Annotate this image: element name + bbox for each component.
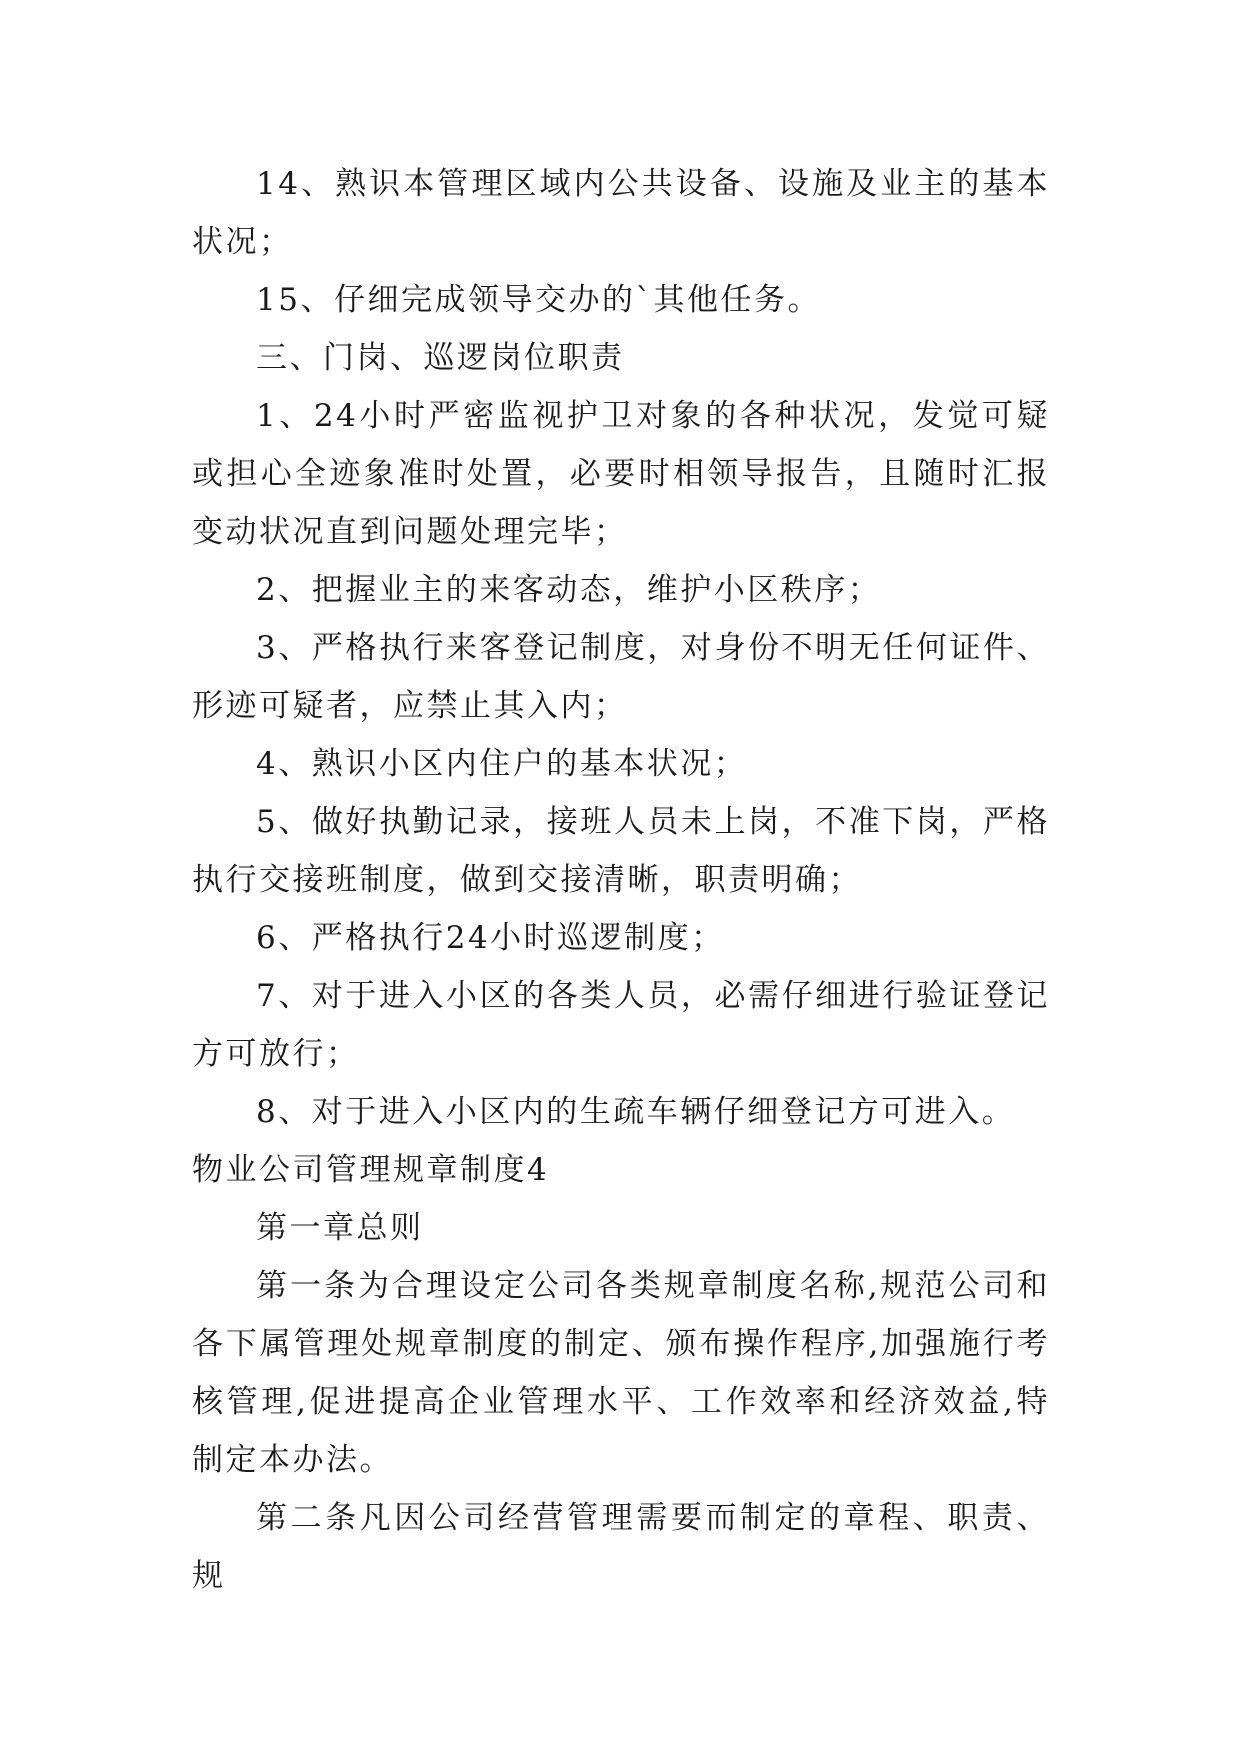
paragraph-item-5: 5、做好执勤记录，接班人员未上岗，不准下岗，严格执行交接班制度，做到交接清晰，职责明确； bbox=[192, 804, 1050, 898]
paragraph-item-7: 7、对于进入小区的各类人员，必需仔细进行验证登记方可放行； bbox=[192, 978, 1050, 1072]
paragraph-item-4: 4、熟识小区内住户的基本状况； bbox=[256, 746, 748, 782]
article-1: 第一条为合理设定公司各类规章制度名称,规范公司和各下属管理处规章制度的制定、颁布操作程序,加强施行考核管理,促进提高企业管理水平、工作效率和经济效益,特制定本办法。 bbox=[192, 1268, 1050, 1478]
paragraph-item-1: 1、24小时严密监视护卫对象的各种状况，发觉可疑或担心全迹象准时处置，必要时相领导报告，且随时汇报变动状况直到问题处理完毕； bbox=[192, 398, 1050, 550]
section-heading-gate-patrol: 三、门岗、巡逻岗位职责 bbox=[256, 340, 625, 376]
article-2: 第二条凡因公司经营管理需要而制定的章程、职责、规 bbox=[192, 1500, 1050, 1594]
paragraph-item-3: 3、严格执行来客登记制度，对身份不明无任何证件、形迹可疑者，应禁止其入内； bbox=[192, 630, 1050, 724]
paragraph-item-14: 14、熟识本管理区域内公共设备、设施及业主的基本状况； bbox=[192, 166, 1050, 260]
document-body bbox=[192, 155, 1050, 1605]
paragraph-item-6: 6、严格执行24小时巡逻制度； bbox=[256, 920, 725, 956]
paragraph-item-2: 2、把握业主的来客动态，维护小区秩序； bbox=[256, 572, 882, 608]
paragraph-item-8: 8、对于进入小区内的生疏车辆仔细登记方可进入。 bbox=[256, 1094, 1016, 1130]
section-title: 物业公司管理规章制度4 bbox=[192, 1152, 550, 1188]
paragraph-item-15: 15、仔细完成领导交办的`其他任务。 bbox=[256, 282, 821, 318]
chapter-title: 第一章总则 bbox=[256, 1210, 424, 1246]
